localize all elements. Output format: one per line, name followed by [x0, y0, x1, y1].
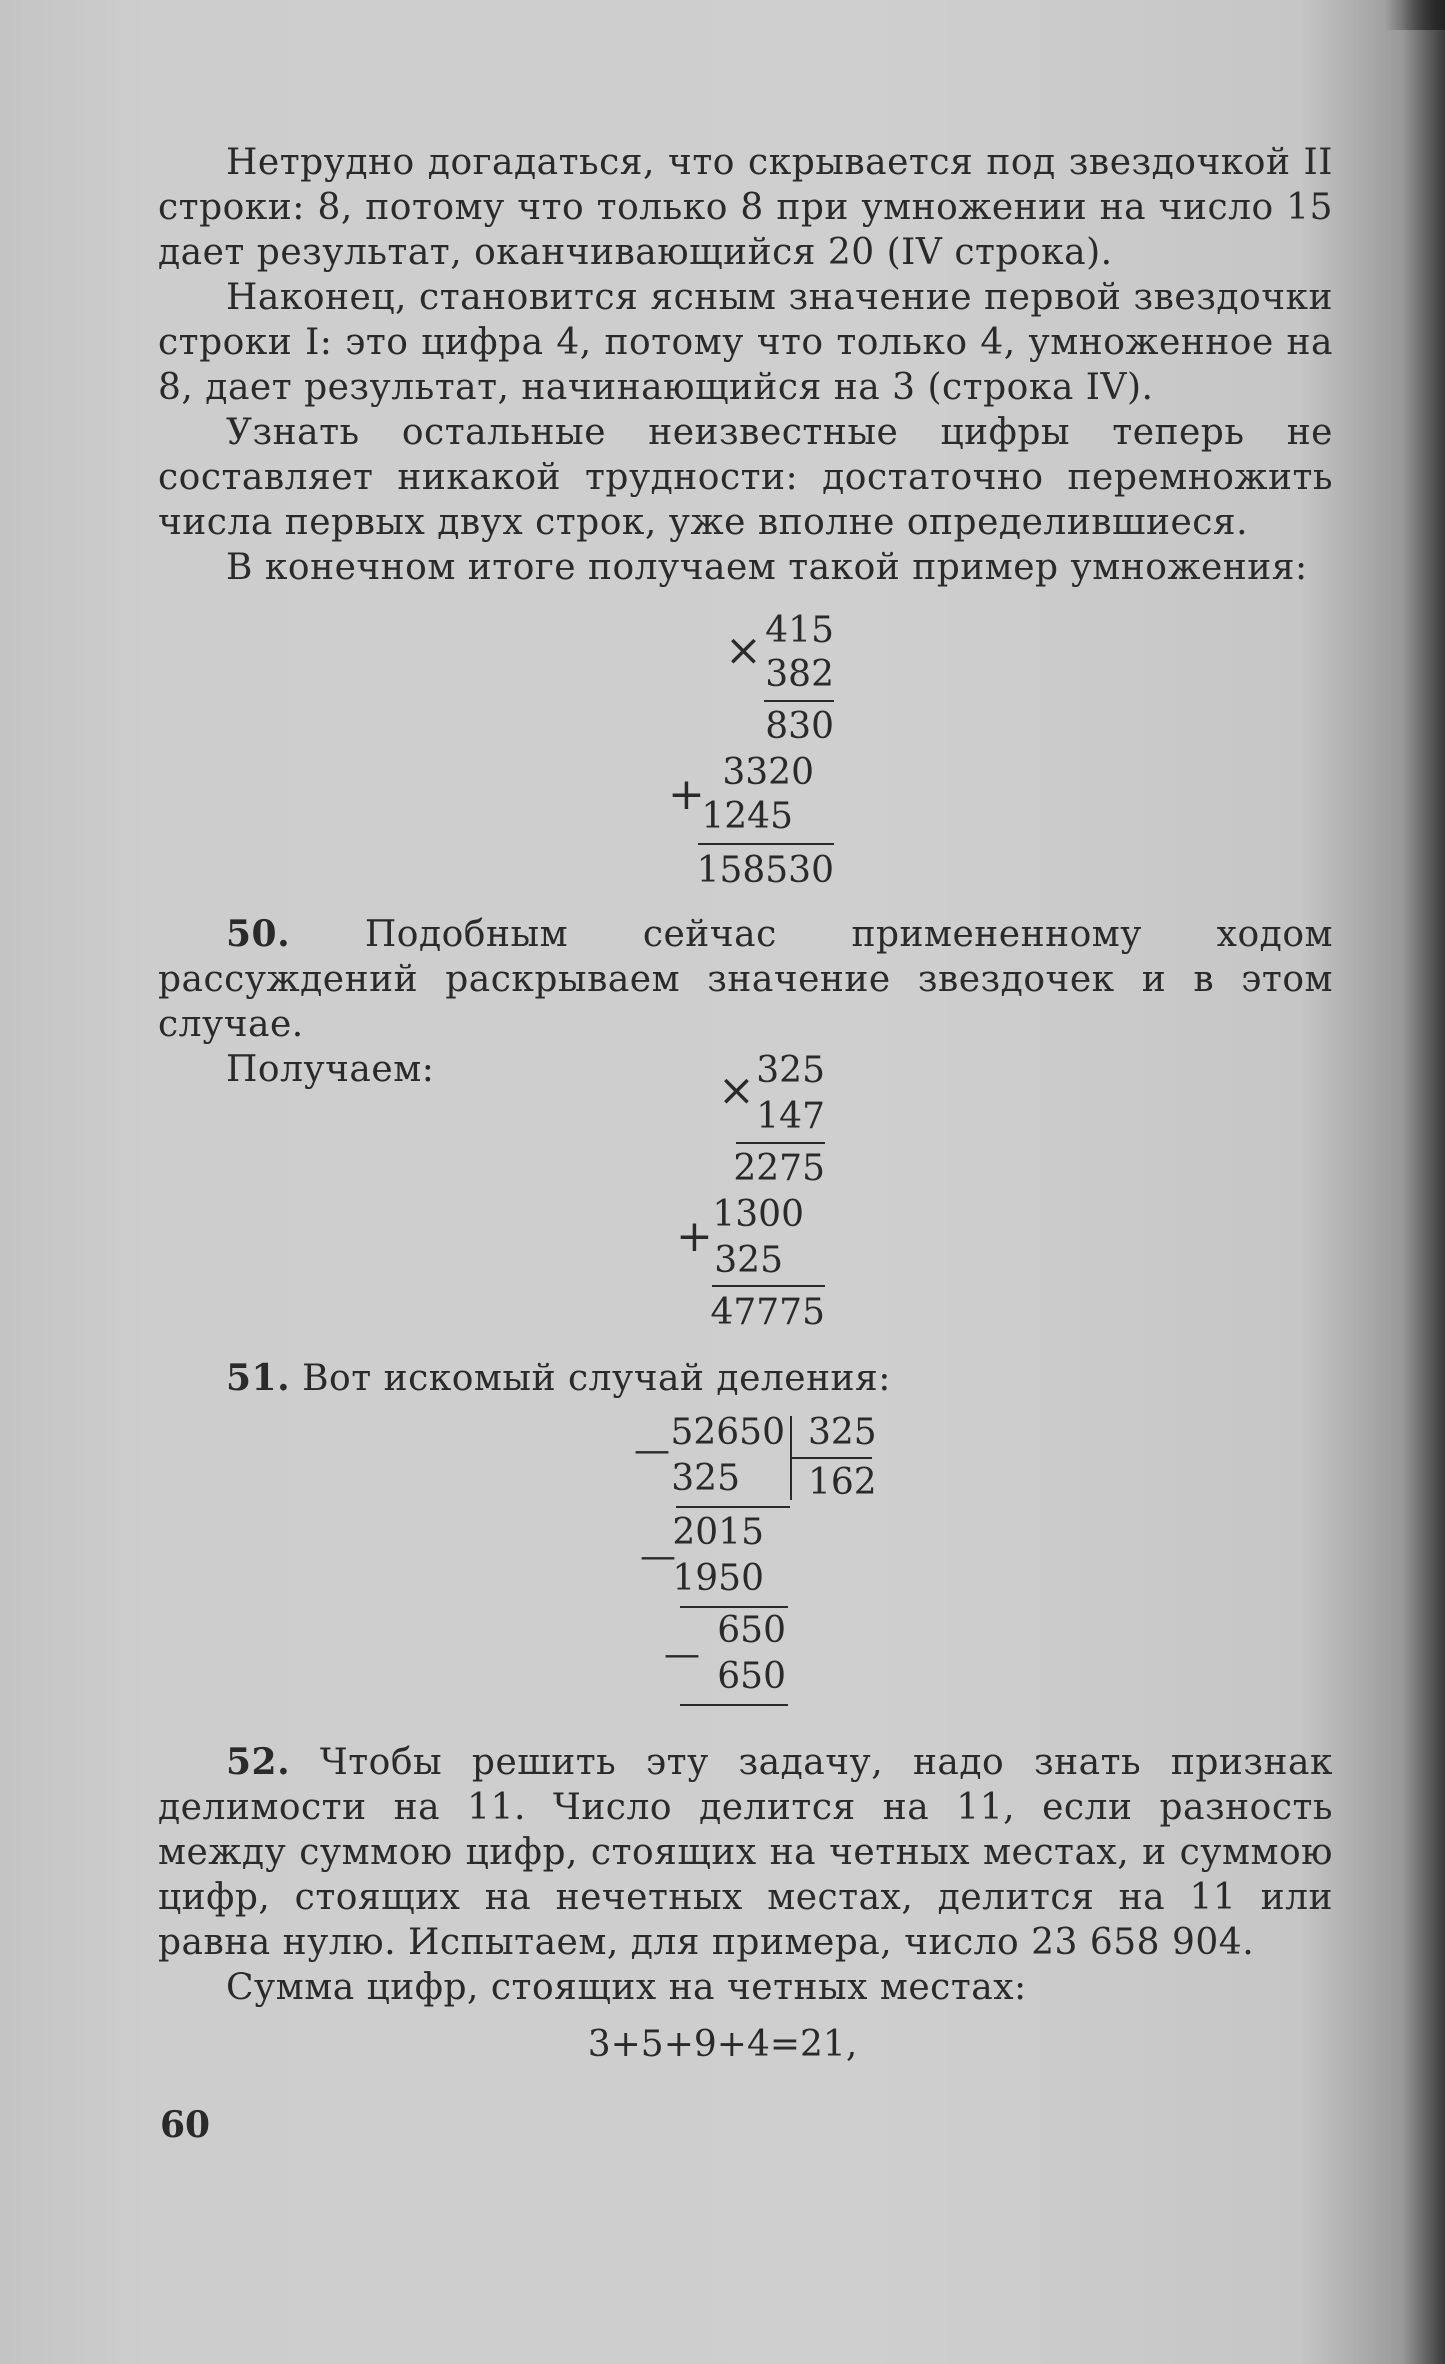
partial-product-2: 3320: [722, 752, 814, 793]
multiplier: 382: [765, 654, 834, 695]
multiplication-example-2: [0, 1042, 1445, 1342]
long-division: [0, 1410, 1445, 1730]
problem-number: 52.: [226, 1741, 291, 1783]
top-text-block: [158, 140, 1333, 590]
subtrahend-3: 650: [717, 1656, 786, 1697]
plus-sign: +: [668, 769, 705, 820]
minus-sign: —: [634, 1430, 670, 1471]
problem-text-2: Сумма цифр, стоящих на четных местах:: [226, 1967, 1027, 2008]
problem-51: [158, 1356, 1333, 1401]
rule-line: [712, 1285, 825, 1287]
rule-line: [764, 700, 834, 702]
divisor: 325: [808, 1412, 877, 1453]
product-result: 158530: [696, 850, 834, 891]
subtrahend-1: 325: [671, 1458, 740, 1499]
problem-number: 50.: [226, 913, 291, 955]
partial-product-3: 325: [714, 1240, 783, 1281]
rule-line: [676, 1506, 790, 1508]
paragraph-3: Узнать остальные неизвестные цифры теперь не составляет никакой трудности: достаточно перемножить числа первых двух строк, уже вполне определившиеся.: [158, 412, 1333, 543]
problem-text: Чтобы решить эту задачу, надо знать признак делимости на 11. Число делится на 11, если разность между суммою цифр, стоящих на четных местах, и суммою цифр, стоящих на нечетных местах, делится на 11 или равна нулю. Испытаем, для примера, число 23 658 904.: [158, 1742, 1333, 1963]
multiplicand: 415: [765, 610, 834, 651]
problem-text: Подобным сейчас примененному ходом рассуждений раскрываем значение звездочек и в этом случае.: [158, 914, 1333, 1045]
minus-sign: —: [664, 1634, 700, 1675]
remainder-2: 650: [717, 1610, 786, 1651]
rule-line: [698, 843, 834, 845]
digit-sum-formula: 3+5+9+4=21,: [587, 2024, 858, 2065]
remainder-1: 2015: [672, 1512, 764, 1553]
problem-text-2: Получаем:: [226, 1049, 435, 1090]
scan-edge-shadow: [1385, 0, 1445, 30]
subtrahend-2: 1950: [672, 1558, 764, 1599]
times-sign: ×: [725, 625, 762, 676]
problem-text: Вот искомый случай деления:: [302, 1358, 891, 1399]
paragraph-1: Нетрудно догадаться, что скрывается под звездочкой II строки: 8, потому что только 8 при умножении на число 15 дает результат, оканчивающийся 20 (IV строка).: [158, 142, 1333, 273]
multiplicand: 325: [756, 1050, 825, 1091]
paragraph-2: Наконец, становится ясным значение первой звездочки строки I: это цифра 4, потому что только 4, умноженное на 8, дает результат, начинающийся на 3 (строка IV).: [158, 277, 1333, 408]
partial-product-2: 1300: [712, 1194, 804, 1235]
times-sign: ×: [718, 1065, 755, 1116]
partial-product-1: 2275: [733, 1148, 825, 1189]
plus-sign: +: [676, 1211, 713, 1262]
problem-number: 51.: [226, 1357, 291, 1399]
page-number: 60: [160, 2104, 211, 2146]
dividend: 52650: [670, 1412, 785, 1453]
product-result: 47775: [710, 1292, 825, 1333]
rule-line: [736, 1142, 825, 1144]
quotient: 162: [808, 1462, 877, 1503]
multiplier: 147: [756, 1096, 825, 1137]
multiplication-example-1: [0, 600, 1445, 900]
partial-product-1: 830: [765, 706, 834, 747]
partial-product-3: 1245: [701, 796, 793, 837]
minus-sign: —: [640, 1536, 676, 1577]
quotient-rule: [790, 1457, 872, 1459]
paragraph-4: В конечном итоге получаем такой пример умножения:: [226, 547, 1308, 588]
problem-52: [158, 1740, 1333, 2010]
rule-line: [680, 1704, 788, 1706]
